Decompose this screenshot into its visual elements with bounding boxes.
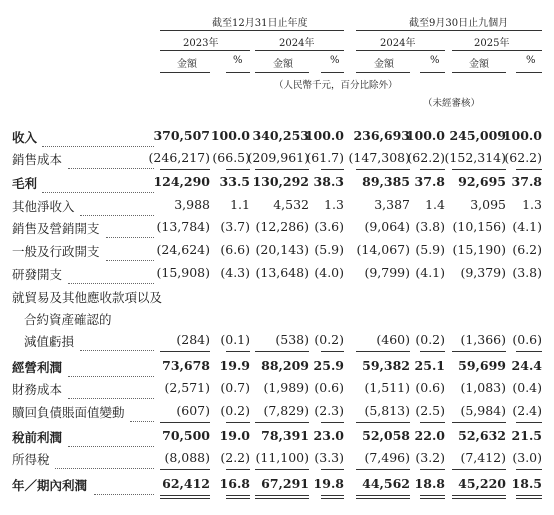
amount-cell: (7,412) xyxy=(460,450,506,465)
unaudited-note: （未經審核） xyxy=(423,98,481,109)
amount-cell: 89,385 xyxy=(362,174,410,189)
table-row xyxy=(0,242,554,264)
amount-cell: 52,632 xyxy=(458,428,506,443)
leader-dots xyxy=(55,450,154,469)
row-label: 毛利 xyxy=(12,176,38,191)
header-amount: 金額 xyxy=(469,59,489,70)
percent-cell: 25.9 xyxy=(313,358,344,373)
row-label: 財務成本 xyxy=(12,382,63,397)
amount-cell: (20,143) xyxy=(255,242,309,257)
percent-cell: (3.6) xyxy=(314,219,344,234)
percent-cell: (3.8) xyxy=(512,265,542,280)
percent-cell: 19.9 xyxy=(219,358,250,373)
header-year-2024-9m: 2024年 xyxy=(380,38,416,49)
percent-cell: 23.0 xyxy=(313,428,344,443)
amount-cell: 124,290 xyxy=(153,174,210,189)
percent-cell: 37.8 xyxy=(414,174,445,189)
total-double-underline xyxy=(321,495,344,499)
amount-cell: (24,624) xyxy=(156,242,210,257)
percent-cell: 38.3 xyxy=(313,174,344,189)
amount-cell: (9,799) xyxy=(364,265,410,280)
header-year-2025-9m: 2025年 xyxy=(474,38,510,49)
subtotal-underline xyxy=(516,469,542,470)
percent-cell: (0.6) xyxy=(512,332,542,347)
percent-cell: (0.2) xyxy=(220,403,250,418)
subtotal-underline xyxy=(452,422,506,423)
amount-cell: (14,067) xyxy=(356,242,410,257)
leader-dots xyxy=(106,219,154,238)
amount-cell: 92,695 xyxy=(458,174,506,189)
subtotal-underline xyxy=(160,169,210,170)
percent-cell: (3.3) xyxy=(314,450,344,465)
header-col-rule-1 xyxy=(160,72,210,73)
row-label: 銷售成本 xyxy=(12,152,63,167)
subtotal-underline xyxy=(255,169,309,170)
header-group-9m-rule xyxy=(356,30,542,31)
percent-cell: (62.2) xyxy=(504,150,542,165)
amount-cell: 52,058 xyxy=(362,428,410,443)
header-year-rule-1 xyxy=(160,50,250,51)
percent-cell: (2.3) xyxy=(314,403,344,418)
subtotal-underline xyxy=(255,422,309,423)
amount-cell: (152,314) xyxy=(444,150,506,165)
percent-cell: (5.9) xyxy=(314,242,344,257)
percent-cell: (66.5) xyxy=(212,150,250,165)
table-row xyxy=(0,288,554,310)
amount-cell: (5,984) xyxy=(460,403,506,418)
subtotal-underline xyxy=(356,169,410,170)
subtotal-underline xyxy=(452,169,506,170)
row-label: 合約資產確認的 xyxy=(24,312,112,327)
percent-cell: (3.8) xyxy=(415,219,445,234)
leader-dots xyxy=(42,128,154,147)
unit-note: （人民幣千元，百分比除外） xyxy=(274,80,398,91)
amount-cell: (9,379) xyxy=(460,265,506,280)
percent-cell: (3.2) xyxy=(415,450,445,465)
amount-cell: (1,989) xyxy=(263,380,309,395)
amount-cell: (15,908) xyxy=(156,265,210,280)
subtotal-underline xyxy=(321,469,344,470)
percent-cell: (4.3) xyxy=(220,265,250,280)
subtotal-underline xyxy=(226,469,250,470)
header-year-2024: 2024年 xyxy=(279,38,315,49)
amount-cell: 44,562 xyxy=(362,476,410,491)
table-row xyxy=(0,128,554,150)
subtotal-underline xyxy=(160,422,210,423)
subtotal-underline xyxy=(452,351,506,352)
header-col-rule-8 xyxy=(516,72,542,73)
subtotal-underline xyxy=(160,351,210,352)
amount-cell: (1,366) xyxy=(460,332,506,347)
percent-cell: 18.5 xyxy=(511,476,542,491)
amount-cell: 70,500 xyxy=(162,428,210,443)
percent-cell: 1.1 xyxy=(230,197,250,212)
amount-cell: (5,813) xyxy=(364,403,410,418)
subtotal-underline xyxy=(226,169,250,170)
subtotal-underline xyxy=(420,169,445,170)
percent-cell: 22.0 xyxy=(414,428,445,443)
amount-cell: (1,083) xyxy=(460,380,506,395)
header-col-rule-5 xyxy=(356,72,410,73)
row-label: 收入 xyxy=(12,130,38,145)
amount-cell: 3,387 xyxy=(374,197,410,212)
amount-cell: 236,693 xyxy=(353,128,410,143)
amount-cell: 370,507 xyxy=(153,128,210,143)
percent-cell: (62.2) xyxy=(407,150,445,165)
amount-cell: (8,088) xyxy=(164,450,210,465)
header-year-rule-4 xyxy=(452,50,542,51)
percent-cell: 100.0 xyxy=(502,128,542,143)
row-label: 就貿易及其他應收款項以及 xyxy=(12,290,163,305)
amount-cell: 3,095 xyxy=(470,197,506,212)
table-row xyxy=(0,380,554,402)
percent-cell: (5.9) xyxy=(415,242,445,257)
percent-cell: 18.8 xyxy=(414,476,445,491)
header-group-9m: 截至9月30日止九個月 xyxy=(409,18,509,29)
percent-cell: (0.1) xyxy=(220,332,250,347)
table-row xyxy=(0,219,554,241)
table-row xyxy=(0,265,554,287)
percent-cell: 37.8 xyxy=(511,174,542,189)
total-double-underline xyxy=(452,495,506,499)
amount-cell: (11,100) xyxy=(255,450,309,465)
amount-cell: (607) xyxy=(176,403,210,418)
subtotal-underline xyxy=(255,469,309,470)
leader-dots xyxy=(68,380,154,399)
subtotal-underline xyxy=(516,351,542,352)
percent-cell: 1.3 xyxy=(324,197,344,212)
percent-cell: 1.4 xyxy=(425,197,445,212)
row-label: 年／期內利潤 xyxy=(12,478,88,493)
amount-cell: (2,571) xyxy=(164,380,210,395)
header-amount: 金額 xyxy=(177,59,197,70)
table-row xyxy=(0,428,554,450)
header-pct: % xyxy=(430,55,440,66)
amount-cell: 88,209 xyxy=(261,358,309,373)
row-label: 銷售及營銷開支 xyxy=(12,221,100,236)
amount-cell: (9,064) xyxy=(364,219,410,234)
percent-cell: 1.3 xyxy=(522,197,542,212)
total-double-underline xyxy=(420,495,445,499)
header-group-fy-rule xyxy=(160,30,344,31)
percent-cell: (6.6) xyxy=(220,242,250,257)
percent-cell: 16.8 xyxy=(219,476,250,491)
percent-cell: (61.7) xyxy=(306,150,344,165)
subtotal-underline xyxy=(321,169,344,170)
amount-cell: 3,988 xyxy=(174,197,210,212)
leader-dots xyxy=(106,242,154,261)
amount-cell: 59,699 xyxy=(458,358,506,373)
amount-cell: 340,253 xyxy=(252,128,309,143)
subtotal-underline xyxy=(420,351,445,352)
header-pct: % xyxy=(233,55,243,66)
amount-cell: 4,532 xyxy=(273,197,309,212)
subtotal-underline xyxy=(226,422,250,423)
leader-dots xyxy=(68,150,154,169)
leader-dots xyxy=(68,265,154,284)
subtotal-underline xyxy=(255,351,309,352)
amount-cell: (15,190) xyxy=(452,242,506,257)
percent-cell: 100.0 xyxy=(405,128,445,143)
table-row xyxy=(0,174,554,196)
leader-dots xyxy=(68,358,154,377)
table-row xyxy=(0,310,554,332)
total-double-underline xyxy=(356,495,410,499)
percent-cell: (0.6) xyxy=(415,380,445,395)
amount-cell: (13,784) xyxy=(156,219,210,234)
row-label: 稅前利潤 xyxy=(12,430,63,445)
row-label: 所得稅 xyxy=(12,452,50,467)
subtotal-underline xyxy=(516,169,542,170)
leader-dots xyxy=(130,403,154,422)
header-col-rule-4 xyxy=(321,72,344,73)
subtotal-underline xyxy=(516,422,542,423)
header-year-rule-2 xyxy=(255,50,344,51)
amount-cell: (284) xyxy=(176,332,210,347)
percent-cell: (0.2) xyxy=(314,332,344,347)
amount-cell: (147,308) xyxy=(348,150,410,165)
leader-dots xyxy=(94,476,154,495)
percent-cell: (2.5) xyxy=(415,403,445,418)
amount-cell: (246,217) xyxy=(148,150,210,165)
subtotal-underline xyxy=(321,351,344,352)
percent-cell: (4.0) xyxy=(314,265,344,280)
leader-dots xyxy=(80,197,154,216)
header-amount: 金額 xyxy=(374,59,394,70)
header-col-rule-6 xyxy=(420,72,445,73)
subtotal-underline xyxy=(160,469,210,470)
percent-cell: 24.4 xyxy=(511,358,542,373)
header-year-rule-3 xyxy=(356,50,445,51)
amount-cell: (209,961) xyxy=(247,150,309,165)
percent-cell: 25.1 xyxy=(414,358,445,373)
header-pct: % xyxy=(526,55,536,66)
subtotal-underline xyxy=(452,469,506,470)
percent-cell: (0.4) xyxy=(512,380,542,395)
amount-cell: (7,829) xyxy=(263,403,309,418)
amount-cell: (7,496) xyxy=(364,450,410,465)
amount-cell: (12,286) xyxy=(255,219,309,234)
subtotal-underline xyxy=(356,351,410,352)
percent-cell: 19.8 xyxy=(313,476,344,491)
header-col-rule-3 xyxy=(255,72,309,73)
percent-cell: (2.4) xyxy=(512,403,542,418)
header-amount: 金額 xyxy=(273,59,293,70)
amount-cell: (538) xyxy=(275,332,309,347)
subtotal-underline xyxy=(226,351,250,352)
amount-cell: 45,220 xyxy=(458,476,506,491)
percent-cell: (2.2) xyxy=(220,450,250,465)
percent-cell: 21.5 xyxy=(511,428,542,443)
amount-cell: (10,156) xyxy=(452,219,506,234)
percent-cell: (3.7) xyxy=(220,219,250,234)
percent-cell: (0.2) xyxy=(415,332,445,347)
total-double-underline xyxy=(255,495,309,499)
row-label: 經營利潤 xyxy=(12,360,63,375)
subtotal-underline xyxy=(321,422,344,423)
percent-cell: (4.1) xyxy=(512,219,542,234)
percent-cell: (0.7) xyxy=(220,380,250,395)
amount-cell: 59,382 xyxy=(362,358,410,373)
amount-cell: 67,291 xyxy=(261,476,309,491)
header-pct: % xyxy=(330,55,340,66)
amount-cell: (460) xyxy=(376,332,410,347)
total-double-underline xyxy=(226,495,250,499)
percent-cell: (0.6) xyxy=(314,380,344,395)
amount-cell: 78,391 xyxy=(261,428,309,443)
amount-cell: 130,292 xyxy=(252,174,309,189)
percent-cell: 33.5 xyxy=(219,174,250,189)
leader-dots xyxy=(42,174,154,193)
header-col-rule-7 xyxy=(452,72,506,73)
amount-cell: (1,511) xyxy=(364,380,410,395)
row-label: 一般及行政開支 xyxy=(12,244,100,259)
subtotal-underline xyxy=(420,469,445,470)
subtotal-underline xyxy=(356,422,410,423)
table-row xyxy=(0,197,554,219)
header-group-fy: 截至12月31日止年度 xyxy=(212,18,308,29)
percent-cell: 100.0 xyxy=(304,128,344,143)
percent-cell: 19.0 xyxy=(219,428,250,443)
percent-cell: (3.0) xyxy=(512,450,542,465)
percent-cell: (6.2) xyxy=(512,242,542,257)
percent-cell: 100.0 xyxy=(210,128,250,143)
subtotal-underline xyxy=(420,422,445,423)
leader-dots xyxy=(68,428,154,447)
leader-dots xyxy=(80,332,154,351)
header-col-rule-2 xyxy=(226,72,250,73)
amount-cell: 73,678 xyxy=(162,358,210,373)
amount-cell: 245,009 xyxy=(449,128,506,143)
percent-cell: (4.1) xyxy=(415,265,445,280)
row-label: 其他淨收入 xyxy=(12,199,75,214)
amount-cell: 62,412 xyxy=(162,476,210,491)
subtotal-underline xyxy=(356,469,410,470)
row-label: 研發開支 xyxy=(12,267,63,282)
total-double-underline xyxy=(160,495,210,499)
header-year-2023: 2023年 xyxy=(183,38,219,49)
row-label: 減值虧損 xyxy=(24,334,75,349)
amount-cell: (13,648) xyxy=(255,265,309,280)
table-row xyxy=(0,358,554,380)
row-label: 贖回負債賬面值變動 xyxy=(12,405,125,420)
total-double-underline xyxy=(516,495,542,499)
